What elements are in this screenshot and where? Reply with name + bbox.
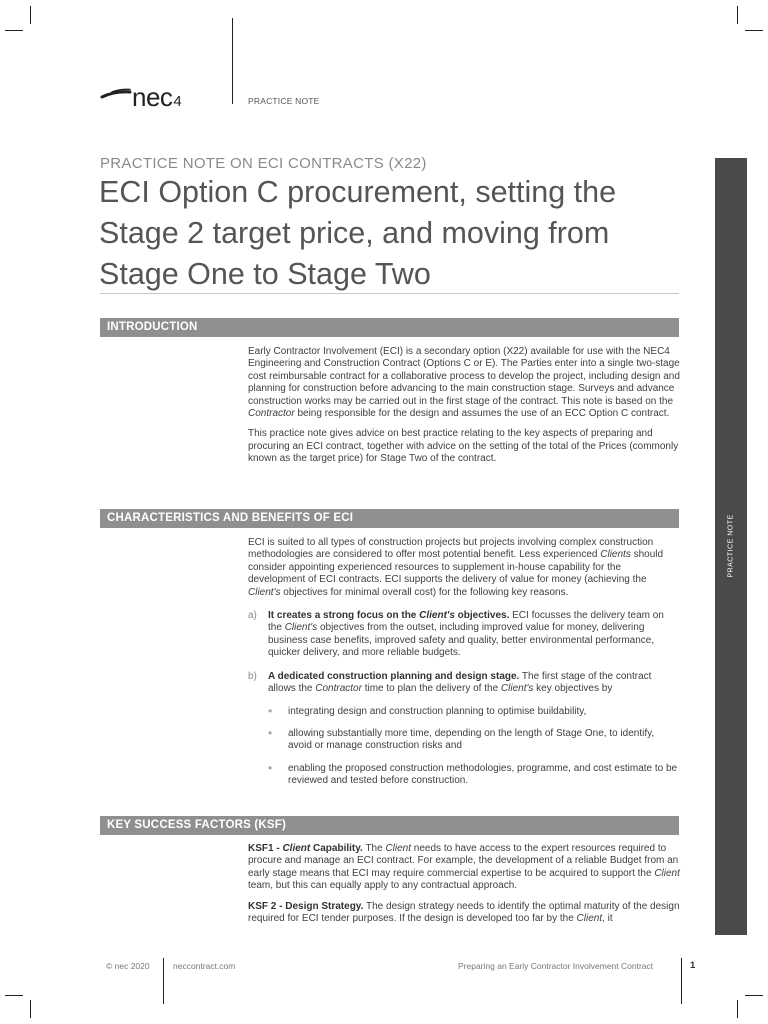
ksf-body [248, 843, 680, 925]
side-tab-label: PRACTICE NOTE [727, 514, 735, 578]
footer-website-link[interactable]: neccontract.com [173, 961, 236, 971]
title-line: ECI Option C procurement, setting the [99, 175, 617, 209]
document-subtitle: PRACTICE NOTE ON ECI CONTRACTS (X22) [100, 155, 427, 172]
header-label: PRACTICE NOTE [248, 96, 320, 106]
paragraph: Early Contractor Involvement (ECI) is a secondary option (X22) available for use with the NEC4 Engineering and Construction Contract (Options C or E). The Parties enter into a single two-stage cost reimbursable contract for a collaborative process to develop the project, including design and planning for construction before advancing to the main construction stage. Surveys and advance construction works may be carried out in the first stage of the contract. This note is based on the Contractor being responsible for the design and assumes the use of an ECC Option C contract. [248, 346, 680, 420]
footer-document-title: Preparing an Early Contractor Involvement Contract [458, 961, 654, 971]
characteristics-body [248, 537, 680, 599]
section-heading-characteristics: CHARACTERISTICS AND BENEFITS OF ECI [100, 509, 679, 528]
bullet-icon: • [268, 726, 273, 740]
list-marker: b) [248, 671, 257, 682]
crop-mark [745, 30, 763, 31]
crop-mark [737, 6, 738, 24]
list-marker: a) [248, 610, 257, 621]
list-item-text: It creates a strong focus on the Client's objectives. ECI focusses the delivery team on the Client's objectives from the outset, including improved value for money, delivering business case benefits, improved safety and quality, better environmental performance, quicker delivery, and more reliable budgets. [268, 610, 664, 659]
crop-mark [745, 995, 763, 996]
bullet-icon: • [268, 761, 273, 775]
crop-mark [737, 1000, 738, 1018]
logo-swoosh-icon [100, 88, 134, 100]
section-heading-introduction: INTRODUCTION [100, 318, 679, 337]
introduction-body [248, 346, 680, 466]
paragraph: KSF 2 - Design Strategy. The design strategy needs to identify the optimal maturity of the design required for ECI tender purposes. If the design is developed too far by the Client, it [248, 900, 680, 925]
title-line: Stage One to Stage Two [99, 257, 431, 291]
crop-mark [30, 1000, 31, 1018]
logo-wordmark: nec [132, 82, 173, 112]
paragraph: This practice note gives advice on best practice relating to the key aspects of preparing and procuring an ECI contract, together with advice on the setting of the total of the Prices (commonly known as the target price) for Stage Two of the contract. [248, 428, 679, 465]
bullet-icon: • [268, 704, 273, 718]
footer-copyright: © nec 2020 [106, 961, 150, 971]
crop-mark [30, 6, 31, 24]
paragraph: ECI is suited to all types of construction projects but projects involving complex construction methodologies are considered to offer most potential benefit. Less experienced Clients should consider appointing experienced resources to supplement in-house capability for the development of ECI contracts. ECI supports the delivery of value for money (achieving the Client's objectives for minimal overall cost) for the following key reasons. [248, 537, 664, 598]
title-line: Stage 2 target price, and moving from [99, 216, 610, 250]
bullet-text: enabling the proposed construction methodologies, programme, and cost estimate to be reviewed and tested before construction. [288, 763, 678, 787]
footer-divider [681, 958, 682, 1004]
nec4-logo [100, 82, 182, 112]
document-title [99, 172, 689, 295]
bullet-text: allowing substantially more time, depending on the length of Stage One, to identify, avoid or manage construction risks and [288, 728, 655, 752]
section-heading-ksf: KEY SUCCESS FACTORS (KSF) [100, 816, 679, 835]
paragraph: KSF1 - Client Capability. The Client needs to have access to the expert resources required to procure and manage an ECI contract. For example, the development of a reliable Budget from an early stage means that ECI may require commercial expertise to be acquired to support the Client team, but this can equally apply to any contractual approach. [248, 843, 680, 892]
crop-mark [5, 30, 23, 31]
list-item-text: A dedicated construction planning and design stage. The first stage of the contract allows the Contractor time to plan the delivery of the Client's key objectives by [268, 671, 652, 695]
bullet-text: integrating design and construction planning to optimise buildability, [288, 706, 587, 717]
footer-divider [163, 958, 164, 1004]
logo-version: 4 [173, 93, 182, 110]
title-divider [100, 293, 679, 294]
page-number: 1 [690, 960, 696, 971]
header-divider [232, 18, 233, 104]
crop-mark [5, 995, 23, 996]
